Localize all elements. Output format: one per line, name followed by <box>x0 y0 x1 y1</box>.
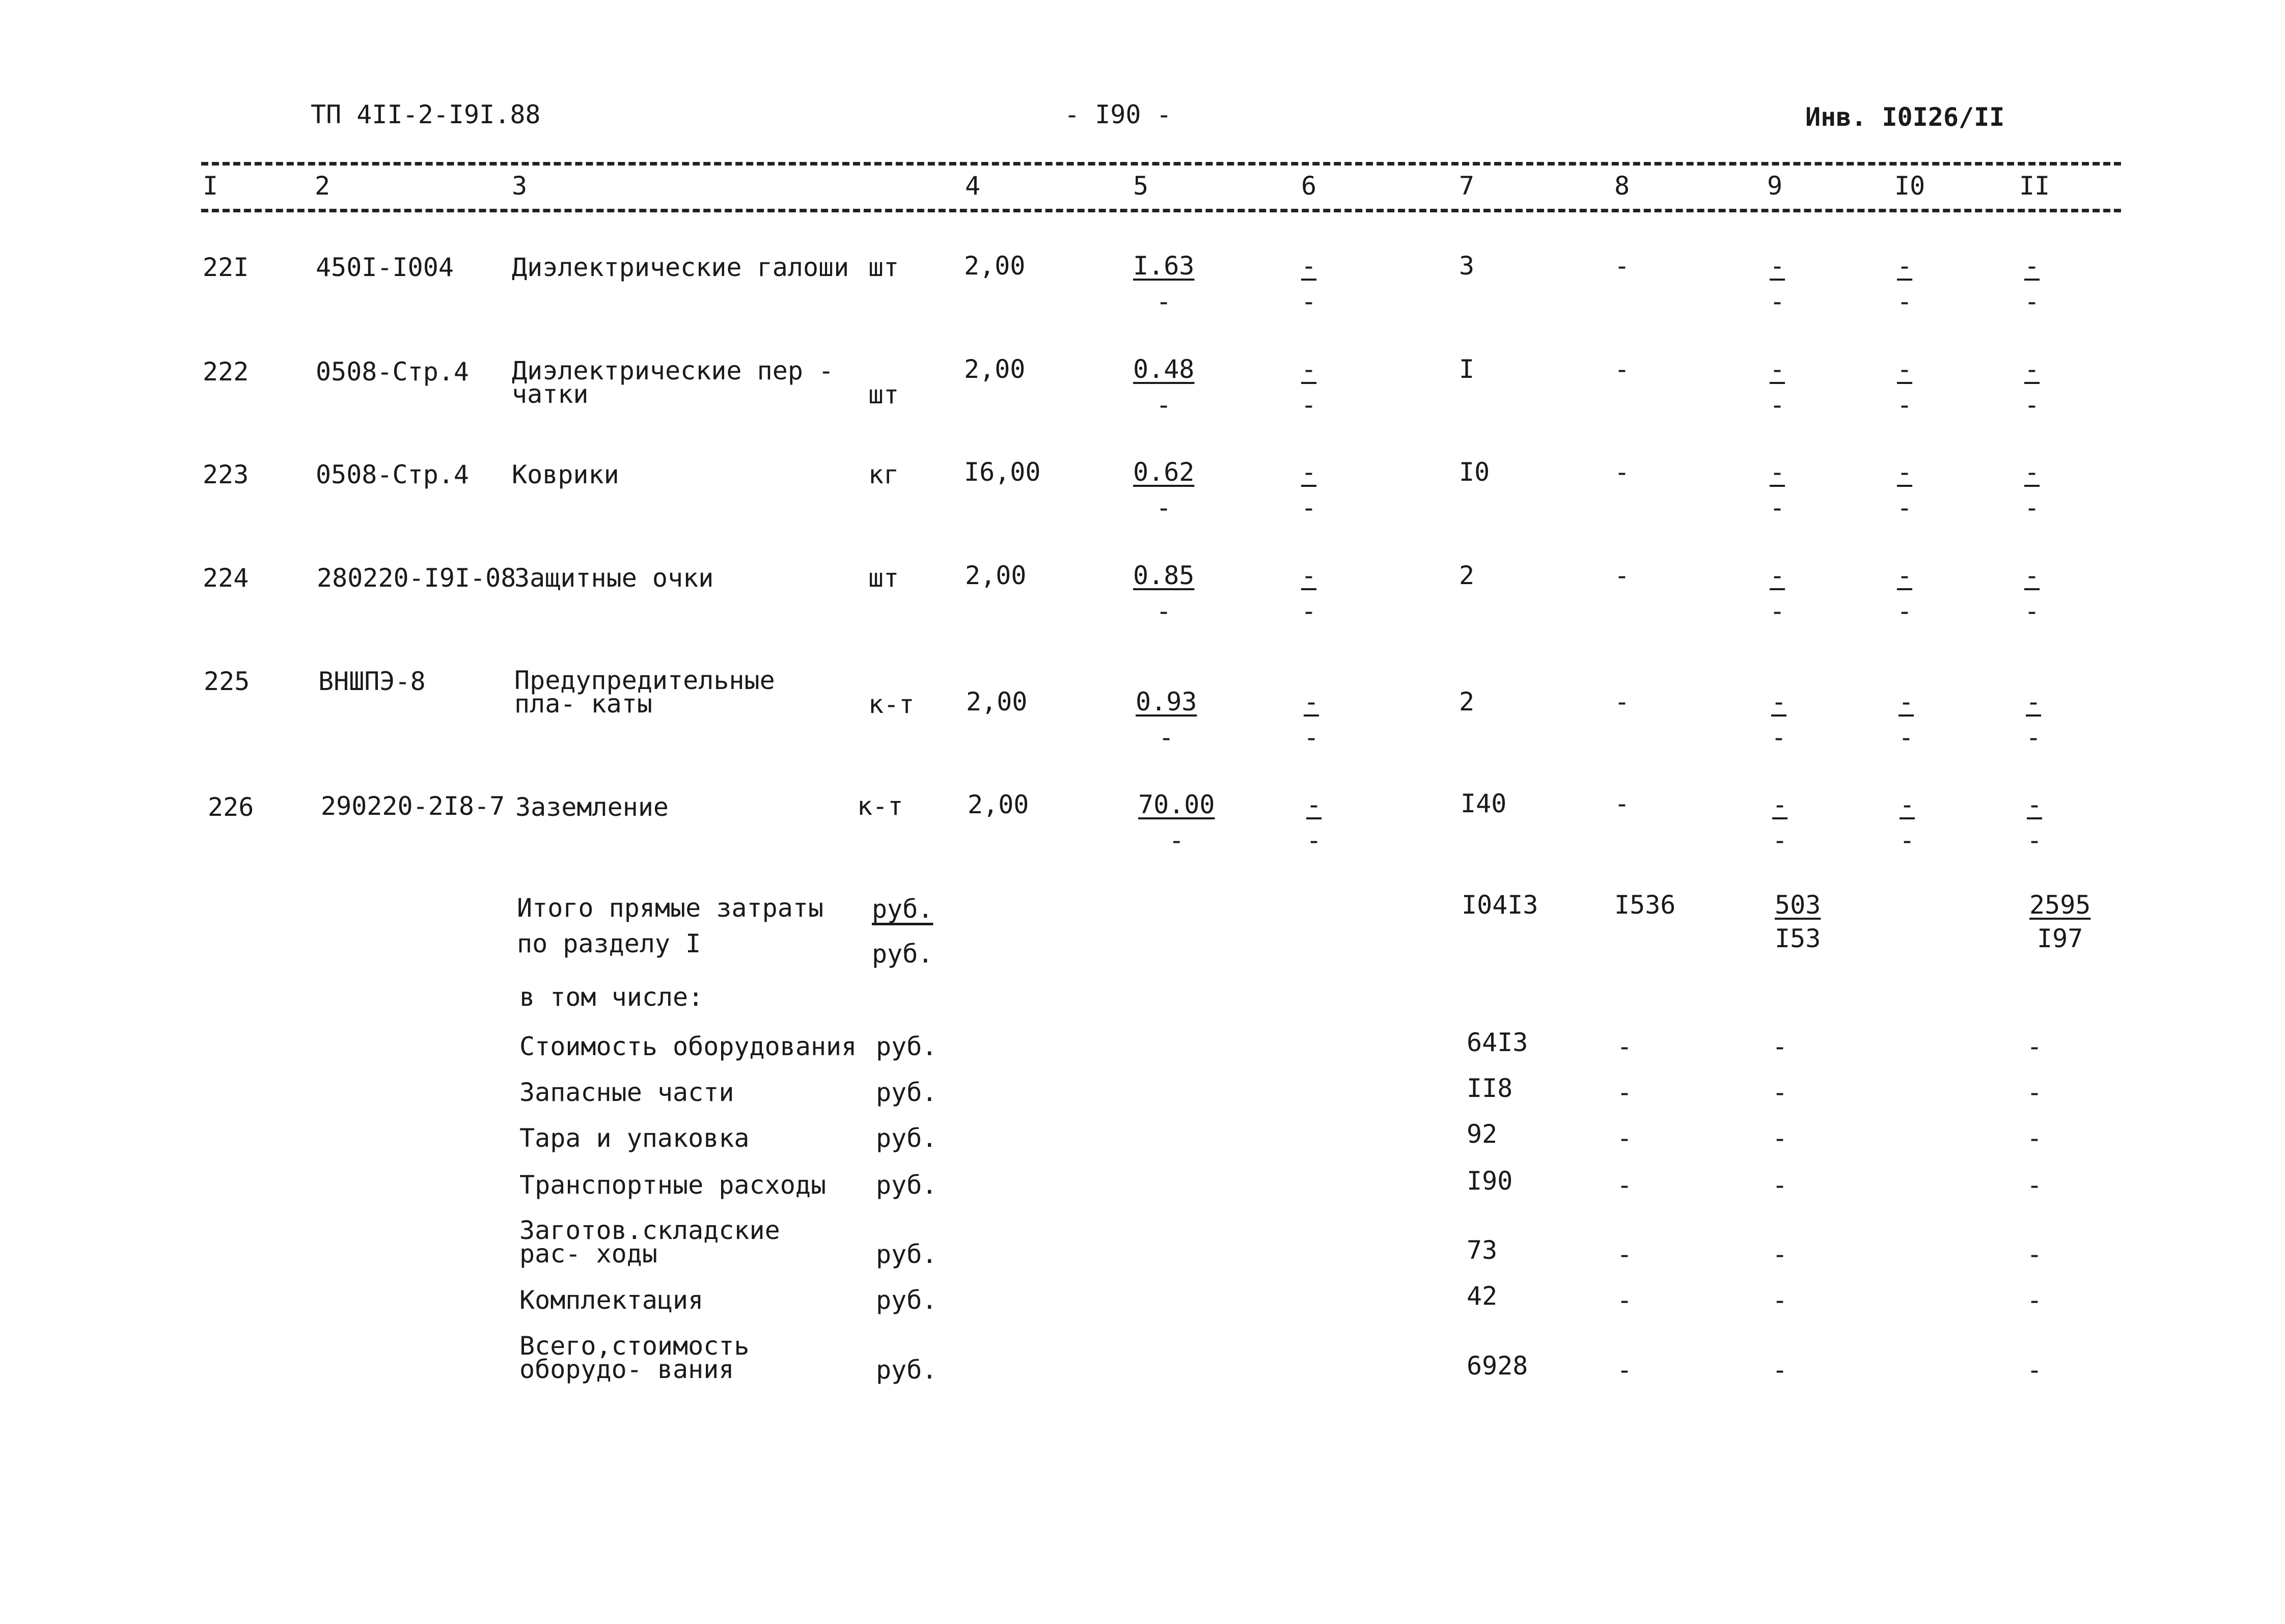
total-col9: $\frac{503}{I53}$ <box>1775 890 1821 953</box>
breakdown-label: Комплектация <box>519 1285 704 1315</box>
row-col10: - - <box>1897 561 1913 626</box>
row-price: 0.85 - <box>1133 561 1195 626</box>
breakdown-col9: - <box>1772 1170 1788 1200</box>
row-quantity: 2,00 <box>965 561 1027 590</box>
row-number: 225 <box>204 667 250 696</box>
row-unit: шт <box>868 563 899 593</box>
row-number: 223 <box>203 460 249 489</box>
breakdown-col9: - <box>1772 1240 1788 1269</box>
row-col11: - - <box>2026 687 2042 752</box>
row-col8: - <box>1614 561 1630 590</box>
row-code: ВНШПЭ-8 <box>318 667 426 696</box>
row-col7: I40 <box>1461 789 1507 818</box>
row-col11: - - <box>2024 354 2040 420</box>
breakdown-col8: - <box>1617 1240 1633 1269</box>
row-col8: - <box>1614 251 1630 281</box>
breakdown-col8: - <box>1617 1355 1633 1385</box>
breakdown-label: Всего,стоимость оборудо- вания <box>519 1331 750 1384</box>
column-header: I0 <box>1894 171 1925 201</box>
row-unit: шт <box>868 253 899 282</box>
breakdown-col9: - <box>1772 1285 1788 1315</box>
row-number: 226 <box>208 792 254 822</box>
row-col10: - - <box>1898 687 1914 752</box>
row-col8: - <box>1614 457 1630 487</box>
row-col9: - - <box>1770 457 1785 522</box>
row-col10: - - <box>1897 354 1913 420</box>
row-col7: 2 <box>1459 561 1475 590</box>
page-number: - I90 - <box>1064 100 1172 129</box>
breakdown-col9: - <box>1772 1032 1788 1061</box>
breakdown-col7: 6928 <box>1467 1351 1528 1381</box>
column-header: I <box>203 171 218 201</box>
row-col7: I0 <box>1459 457 1490 487</box>
breakdown-unit: руб. <box>876 1170 938 1200</box>
breakdown-col8: - <box>1617 1032 1633 1061</box>
breakdown-label: Стоимость оборудования <box>519 1032 857 1061</box>
row-col11: - - <box>2024 457 2040 522</box>
breakdown-unit: руб. <box>876 1078 938 1107</box>
row-code: 290220-2I8-7 <box>321 791 505 821</box>
breakdown-label: Запасные части <box>519 1078 734 1107</box>
total-unit-bottom: руб. <box>872 939 933 969</box>
row-code: 0508-Стр.4 <box>316 357 470 387</box>
breakdown-col11: - <box>2027 1240 2043 1269</box>
row-col11: - - <box>2027 790 2043 855</box>
column-header: 9 <box>1767 171 1783 201</box>
row-col6: - - <box>1301 457 1317 522</box>
row-col9: - - <box>1770 354 1785 420</box>
row-col10: - - <box>1897 457 1913 522</box>
row-unit: шт <box>868 380 899 409</box>
row-col11: - - <box>2024 251 2040 316</box>
row-quantity: 2,00 <box>968 790 1029 819</box>
row-name: Коврики <box>512 460 619 489</box>
breakdown-label: Транспортные расходы <box>519 1170 827 1200</box>
row-col9: - - <box>1770 561 1785 626</box>
breakdown-unit: руб. <box>876 1355 938 1385</box>
breakdown-col8: - <box>1617 1123 1633 1153</box>
row-col6: - - <box>1306 790 1322 855</box>
row-col6: - - <box>1301 251 1317 316</box>
row-col6: - - <box>1301 561 1317 626</box>
row-col9: - - <box>1771 687 1787 752</box>
row-price: 0.48 - <box>1133 354 1195 420</box>
breakdown-col7: II8 <box>1467 1074 1513 1103</box>
row-code: 450I-I004 <box>316 253 454 282</box>
document-code: ТП 4II-2-I9I.88 <box>311 100 541 129</box>
breakdown-col7: I90 <box>1467 1166 1513 1196</box>
row-price: 70.00 - <box>1138 790 1215 855</box>
breakdown-col11: - <box>2027 1285 2043 1315</box>
row-number: 222 <box>203 357 249 387</box>
row-col9: - - <box>1770 251 1785 316</box>
column-header: 3 <box>512 171 528 201</box>
total-col11: $\frac{2595}{I97}$ <box>2029 890 2091 953</box>
row-code: 280220-I9I-08 <box>317 563 516 593</box>
breakdown-unit: руб. <box>876 1240 938 1269</box>
breakdown-unit: руб. <box>876 1123 938 1153</box>
row-col10: - - <box>1897 251 1913 316</box>
breakdown-col9: - <box>1772 1355 1788 1385</box>
breakdown-col7: 73 <box>1467 1235 1498 1265</box>
column-header: 7 <box>1459 171 1475 201</box>
including-label: в том числе: <box>519 982 704 1012</box>
total-label: Итого прямые затраты <box>517 893 824 923</box>
breakdown-col11: - <box>2027 1032 2043 1061</box>
breakdown-col9: - <box>1772 1078 1788 1107</box>
row-col11: - - <box>2024 561 2040 626</box>
column-header: II <box>2019 171 2050 201</box>
row-col8: - <box>1614 687 1630 717</box>
breakdown-col11: - <box>2027 1355 2043 1385</box>
breakdown-col11: - <box>2027 1123 2043 1153</box>
breakdown-label: Тара и упаковка <box>519 1123 750 1153</box>
header-rule-top <box>201 162 2121 166</box>
total-unit-top: руб. <box>872 894 933 924</box>
row-unit: к-т <box>857 791 903 821</box>
row-quantity: I6,00 <box>964 457 1041 487</box>
row-unit: к-т <box>868 690 915 719</box>
breakdown-col7: 92 <box>1467 1119 1498 1149</box>
breakdown-col8: - <box>1617 1078 1633 1107</box>
row-code: 0508-Стр.4 <box>316 460 470 489</box>
row-quantity: 2,00 <box>964 354 1026 384</box>
row-name: Диэлектрические пер - чатки <box>512 356 834 409</box>
row-col7: 2 <box>1459 687 1475 717</box>
row-col8: - <box>1614 354 1630 384</box>
breakdown-col8: - <box>1617 1170 1633 1200</box>
row-col8: - <box>1614 789 1630 818</box>
column-header: 2 <box>315 171 331 201</box>
header-rule-bottom <box>201 209 2121 212</box>
total-label-line2: по разделу I <box>517 929 701 958</box>
breakdown-label: Заготов.складские рас- ходы <box>519 1216 780 1269</box>
total-col8: I536 <box>1614 890 1676 920</box>
row-col10: - - <box>1899 790 1915 855</box>
inventory-number: Инв. I0I26/II <box>1805 102 2005 132</box>
breakdown-col11: - <box>2027 1170 2043 1200</box>
total-col7: I04I3 <box>1462 890 1538 920</box>
row-col7: 3 <box>1459 251 1475 281</box>
row-quantity: 2,00 <box>964 251 1026 281</box>
row-price: 0.93 - <box>1136 687 1197 752</box>
row-col9: - - <box>1772 790 1788 855</box>
row-price: 0.62 - <box>1133 457 1195 522</box>
row-price: I.63 - <box>1133 251 1195 316</box>
breakdown-col8: - <box>1617 1285 1633 1315</box>
column-header: 4 <box>965 171 981 201</box>
column-header: 6 <box>1301 171 1317 201</box>
row-col6: - - <box>1304 687 1319 752</box>
breakdown-unit: руб. <box>876 1285 938 1315</box>
column-header: 8 <box>1614 171 1630 201</box>
row-name: Защитные очки <box>514 563 714 593</box>
breakdown-unit: руб. <box>876 1032 938 1061</box>
row-number: 224 <box>203 563 249 593</box>
breakdown-col11: - <box>2027 1078 2043 1107</box>
column-header: 5 <box>1133 171 1149 201</box>
row-name: Заземление <box>515 792 669 822</box>
breakdown-col7: 42 <box>1467 1281 1498 1311</box>
row-quantity: 2,00 <box>966 687 1028 717</box>
row-name: Диэлектрические галоши <box>512 253 849 282</box>
row-number: 22I <box>203 253 249 282</box>
breakdown-col7: 64I3 <box>1467 1028 1528 1057</box>
row-col7: I <box>1459 354 1475 384</box>
row-unit: кг <box>868 460 899 489</box>
row-col6: - - <box>1301 354 1317 420</box>
row-name: Предупредительные пла- каты <box>514 666 775 719</box>
breakdown-col9: - <box>1772 1123 1788 1153</box>
